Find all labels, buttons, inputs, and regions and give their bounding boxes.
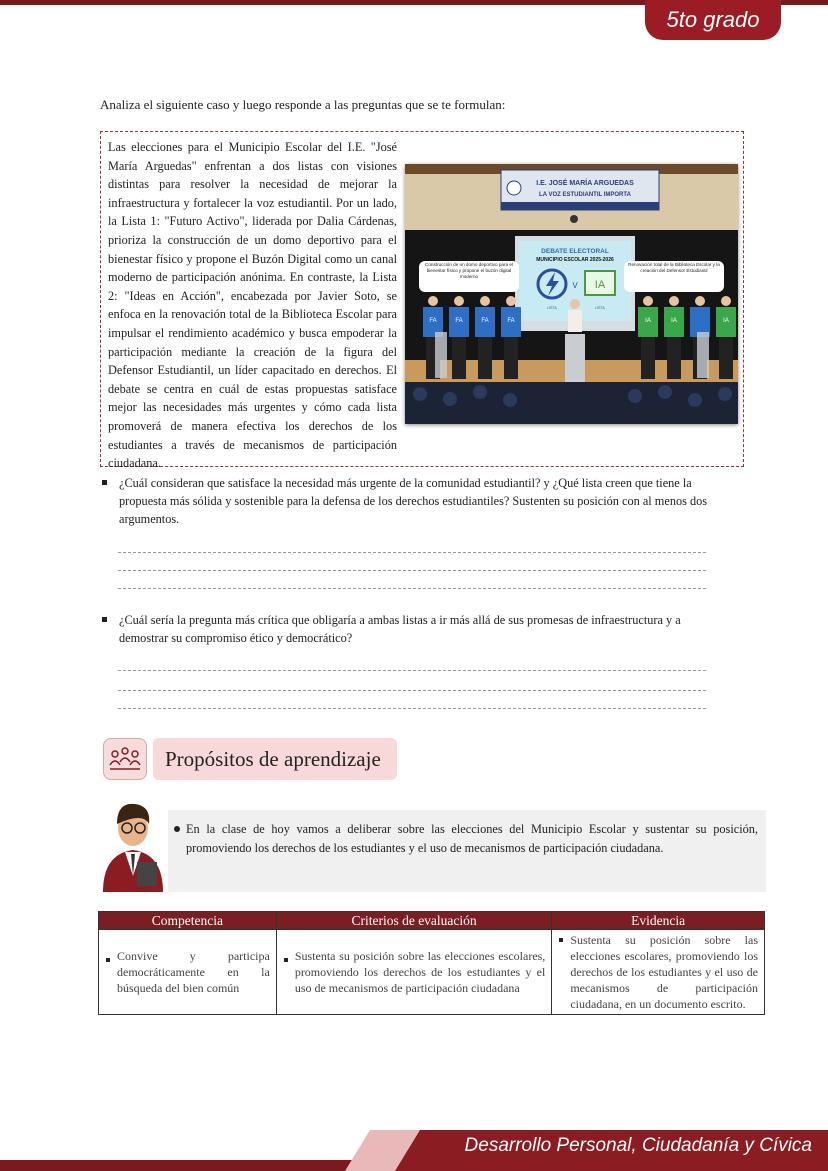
svg-text:LISTA: LISTA xyxy=(595,306,605,310)
course-name: Desarrollo Personal, Ciudadanía y Cívica xyxy=(464,1135,812,1156)
question-2: ¿Cuál sería la pregunta más crítica que obligaría a ambas listas a ir más allá de sus promesas de infraestructura y a demostrar su compromiso ético y democrático? xyxy=(100,611,720,647)
screen-title: DEBATE ELECTORAL xyxy=(541,248,609,255)
answer-line[interactable] xyxy=(118,670,706,671)
moderator xyxy=(568,310,582,332)
purposes-text: En la clase de hoy vamos a deliberar sobre las elecciones del Municipio Escolar y sustentar su posición, promoviendo los derechos de los estudiantes y el uso de mecanismos de participación ciudadana. xyxy=(186,820,758,858)
svg-text:IA: IA xyxy=(671,318,677,324)
answer-line[interactable] xyxy=(118,588,706,589)
svg-text:FA: FA xyxy=(507,318,515,324)
answer-line[interactable] xyxy=(118,690,706,691)
cell-competencia: Convive y participa democráticamente en la búsqueda del bien común xyxy=(99,930,277,1015)
people-icon xyxy=(103,738,147,780)
cell-evidencia: Sustenta su posición sobre las elecciones escolares, promoviendo los derechos de los estudiantes y el uso de mecanismos de participación ciudadana, en un documento escrito. xyxy=(552,930,765,1015)
svg-text:FA: FA xyxy=(481,318,489,324)
header-competencia: Competencia xyxy=(99,912,277,930)
svg-text:LISTA: LISTA xyxy=(547,306,557,310)
answer-line[interactable] xyxy=(118,570,706,571)
answer-line[interactable] xyxy=(118,708,706,709)
case-text: Las elecciones para el Municipio Escolar del I.E. "José María Arguedas" enfrentan a dos listas con visiones distintas para resolver la necesidad de mejorar la infraestructura y fortalecer la voz estudiantil. Por un lado, la Lista 1: "Futuro Activo", liderada por Dalia Cárdenas, prioriza la construcción de un domo deportivo para el bienestar físico y propone el Buzón Digital como un canal moderno de participación anónima. En contraste, la Lista 2: "Ideas en Acción", encabezada por Javier Soto, se enfoca en la renovación total de la Biblioteca Escolar para impulsar el rendimiento académico y busca empoderar la participación mediante la creación de la figura del Defensor Estudiantil, un líder capacitado en derechos. El debate se centra en cuál de estas propuestas satisface mejor las necesidades más urgentes y cómo cada lista promoverá de manera efectiva los derechos de los estudiantes a través de mecanismos de participación ciudadana. xyxy=(108,140,397,471)
evaluation-table xyxy=(98,911,765,1015)
grade-badge: 5to grado xyxy=(645,0,781,40)
banner-line2: LA VOZ ESTUDIANTIL IMPORTA xyxy=(539,192,631,198)
table-header xyxy=(99,912,765,930)
header-criterios: Criterios de evaluación xyxy=(276,912,552,930)
podium xyxy=(565,334,585,382)
answer-line[interactable] xyxy=(118,552,706,553)
purposes-title: Propósitos de aprendizaje xyxy=(153,738,397,780)
svg-text:FA: FA xyxy=(455,318,463,324)
table-row xyxy=(99,930,765,1015)
banner-line1: I.E. JOSÉ MARÍA ARGUEDAS xyxy=(536,180,634,187)
svg-text:IA: IA xyxy=(594,279,606,291)
svg-text:IA: IA xyxy=(645,318,651,324)
svg-text:FA: FA xyxy=(429,318,437,324)
debate-photo: I.E. JOSÉ MARÍA ARGUEDAS LA VOZ ESTUDIANTIL IMPORTA DEBATE ELECTORAL MUNICIPIO ESCOLAR 2025-2026 V IA LISTA LISTA Construcción de un domo deportivo para el bienestar físico y propone el buzón digital moderno Renovación total de la Biblioteca Escolar y la creación del Defensor Estudiantil FA FA FA FA IA IA IA xyxy=(405,164,738,424)
versus: V xyxy=(572,281,578,290)
cell-criterios: Sustenta su posición sobre las elecciones escolares, promoviendo los derechos de los estudiantes y el uso de mecanismos de participación ciudadana xyxy=(276,930,552,1015)
header-evidencia: Evidencia xyxy=(552,912,765,930)
teacher-avatar-icon xyxy=(97,796,169,892)
question-1: ¿Cuál consideran que satisface la necesidad más urgente de la comunidad estudiantil? y ¿Qué lista creen que tiene la propuesta más sólida y sostenible para la defensa de los derechos estudiantiles? Sustenten su posición con al menos dos argumentos. xyxy=(100,474,720,528)
screen-subtitle: MUNICIPIO ESCOLAR 2025-2026 xyxy=(536,257,614,263)
instruction: Analiza el siguiente caso y luego responde a las preguntas que se te formulan: xyxy=(100,97,506,112)
svg-text:IA: IA xyxy=(723,318,729,324)
